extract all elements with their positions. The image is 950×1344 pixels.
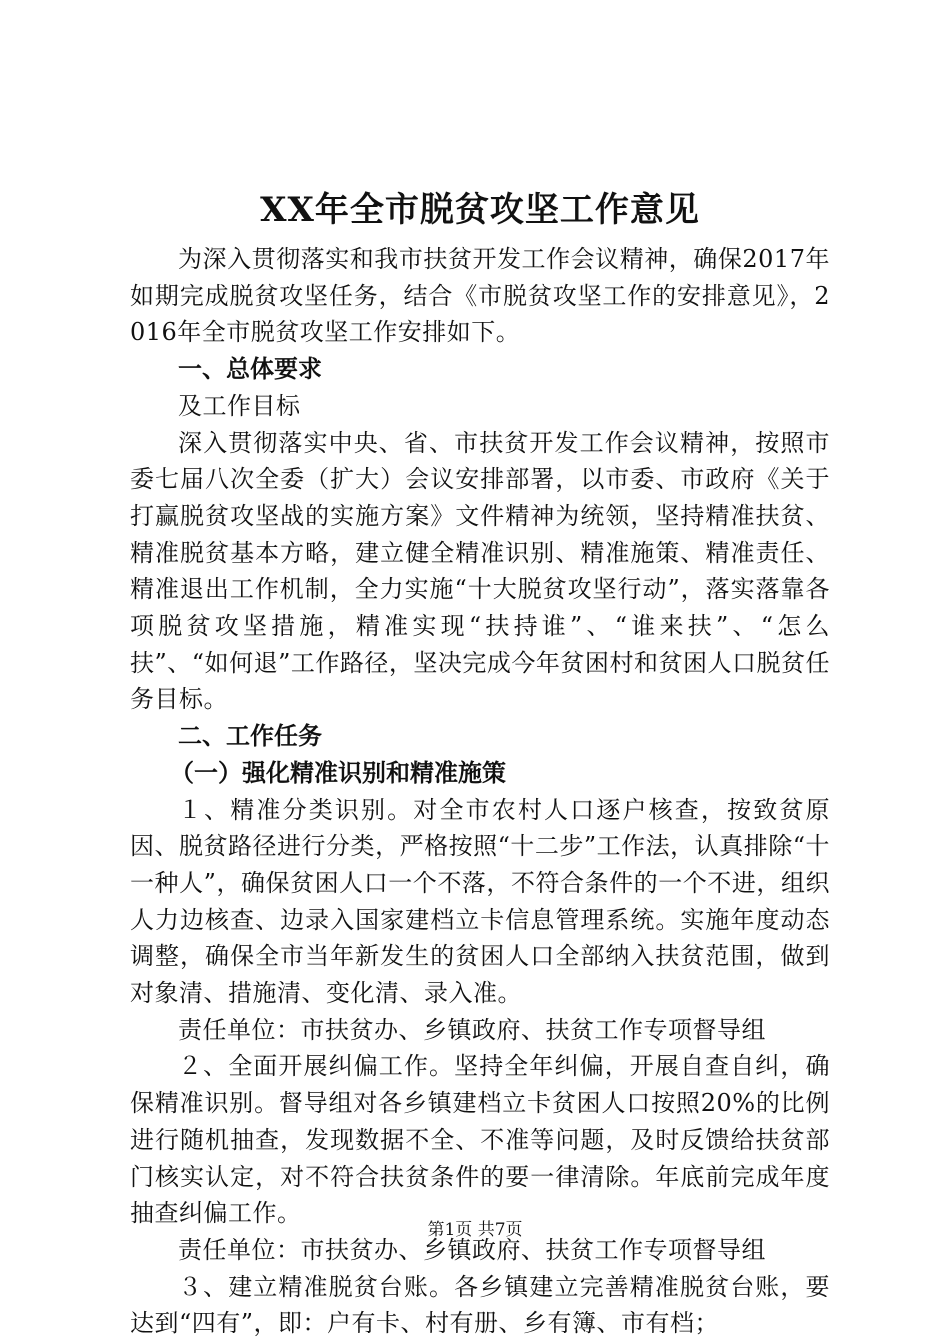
document-body xyxy=(130,185,830,1342)
task-item-1-paragraph: １、精准分类识别。对全市农村人口逐户核查，按致贫原因、脱贫路径进行分类，严格按照“十二步”工作法，认真排除“十一种人”，确保贫困人口一个不落，不符合条件的一个不进，组织人力边核查、边录入国家建档立卡信息管理系统。实施年度动态调整，确保全市当年新发生的贫困人口全部纳入扶贫范围，做到对象清、措施清、变化清、录入准。 xyxy=(130,795,830,1008)
task-item-2-paragraph: ２、全面开展纠偏工作。坚持全年纠偏，开展自查自纠，确保精准识别。督导组对各乡镇建档立卡贫困人口按照20%的比例进行随机抽查，发现数据不全、不准等问题，及时反馈给扶贫部门核实认定，对不符合扶贫条件的要一律清除。年底前完成年度抽查纠偏工作。 xyxy=(130,1052,830,1228)
responsible-units-line-1: 责任单位：市扶贫办、乡镇政府、扶贫工作专项督导组 xyxy=(178,1015,766,1044)
section-subline-work-goals: 及工作目标 xyxy=(178,391,301,420)
page-footer: 第1页 共7页 xyxy=(427,1220,523,1240)
section-heading-general-requirements: 一、总体要求 xyxy=(178,355,322,384)
task-item-3-paragraph: ３、建立精准脱贫台账。各乡镇建立完善精准脱贫台账，要达到“四有”，即：户有卡、村有册、乡有簿、市有档； xyxy=(130,1272,830,1338)
intro-paragraph: 为深入贯彻落实和我市扶贫开发工作会议精神，确保2017年如期完成脱贫攻坚任务，结合《市脱贫攻坚工作的安排意见》，2016年全市脱贫攻坚工作安排如下。 xyxy=(130,245,830,347)
section-heading-work-tasks: 二、工作任务 xyxy=(178,722,322,751)
general-requirements-paragraph: 深入贯彻落实中央、省、市扶贫开发工作会议精神，按照市委七届八次全委（扩大）会议安排部署，以市委、市政府《关于打赢脱贫攻坚战的实施方案》文件精神为统领，坚持精准扶贫、精准脱贫基本方略，建立健全精准识别、精准施策、精准责任、精准退出工作机制，全力实施“十大脱贫攻坚行动”，落实落靠各项脱贫攻坚措施，精准实现“扶持谁”、“谁来扶”、“怎么扶”、“如何退”工作路径，坚决完成今年贫困村和贫困人口脱贫任务目标。 xyxy=(130,428,830,714)
responsible-units-line-2: 责任单位：市扶贫办、乡镇政府、扶贫工作专项督导组 xyxy=(178,1235,766,1264)
document-title: XX年全市脱贫攻坚工作意见 xyxy=(260,190,700,230)
subsection-heading-precise-identification: （一）强化精准识别和精准施策 xyxy=(170,758,506,787)
